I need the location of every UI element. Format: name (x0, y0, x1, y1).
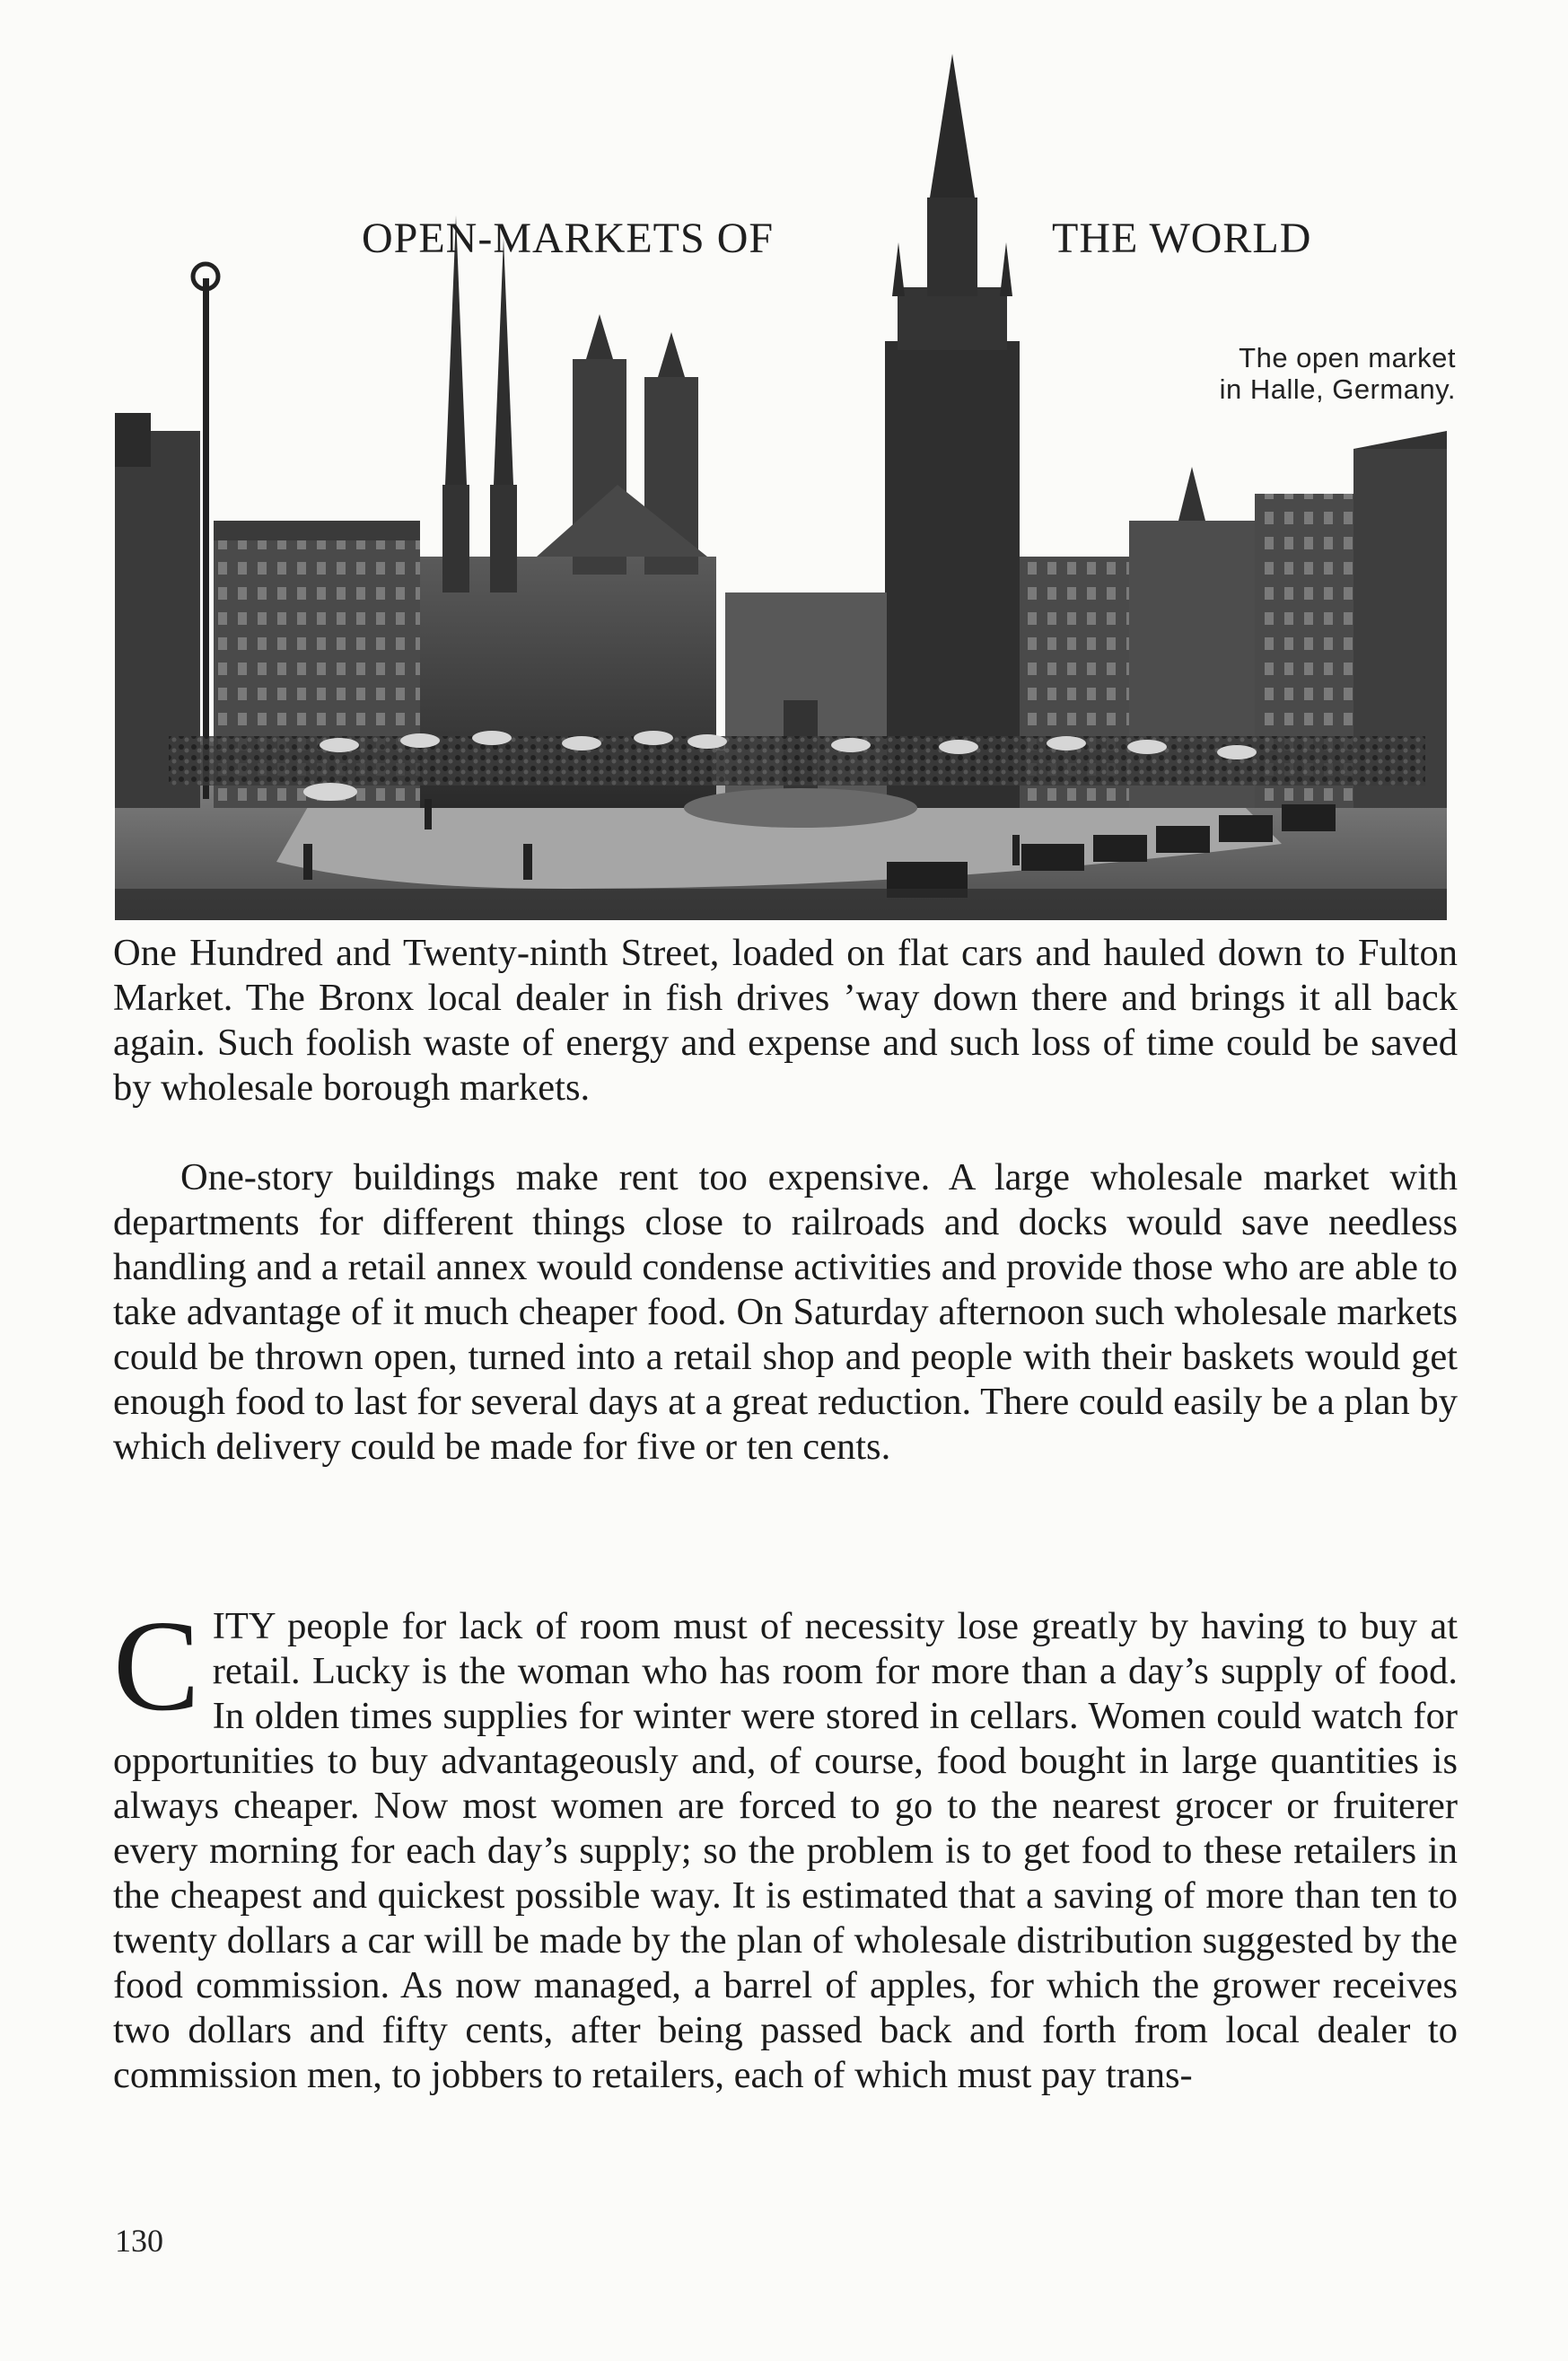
photo-caption (1122, 342, 1456, 405)
page-number: 130 (115, 2223, 163, 2259)
article-title-right: THE WORLD (1052, 215, 1312, 262)
photo-caption-line-1: The open market (1239, 342, 1456, 373)
body-paragraph-3-text: ITY people for lack of room must of necessity lose greatly by having to buy at retail. Lucky is the woman who has room for more than a day’s supply of food. In olden times supplies for winter were stored in cellars. Women could watch for opportunities to buy advantageously and, of course, food bought in large quantities is always cheaper. Now most women are forced to go to the nearest grocer or fruiterer every morning for each day’s supply; so the problem is to get food to these retailers in the cheapest and quickest possible way. It is estimated that a saving of more than ten to twenty dollars a car will be made by the plan of wholesale distribution suggested by the food commission. As now managed, a barrel of apples, for which the grower receives two dollars and fifty cents, after being passed back and forth from local dealer to commission men, to jobbers to retailers, each of which must pay trans- (113, 1605, 1458, 2096)
drop-cap: C (113, 1594, 200, 1738)
body-paragraph-3 (113, 1594, 1458, 2098)
body-paragraph-1: One Hundred and Twenty-ninth Street, loaded on flat cars and hauled down to Fulton Market. The Bronx local dealer in fish drives ’way down there and brings it all back again. Such foolish waste of energy and expense and such loss of time could be saved by wholesale borough markets. (113, 932, 1458, 1109)
photo-caption-line-2: in Halle, Germany. (1219, 373, 1456, 405)
halle-market-photo (115, 54, 1447, 920)
article-title-left: OPEN-MARKETS OF (362, 215, 775, 262)
market-photo (115, 54, 1447, 920)
body-paragraph-2: One-story buildings make rent too expensive. A large wholesale market with departments for different things close to railroads and docks would save needless handling and a retail annex would condense activities and provide those who are able to take advantage of it much cheaper food. On Saturday afternoon such wholesale markets could be thrown open, turned into a retail shop and people with their baskets would get enough food to last for several days at a great reduction. There could easily be a plan by which delivery could be made for five or ten cents. (113, 1156, 1458, 1468)
